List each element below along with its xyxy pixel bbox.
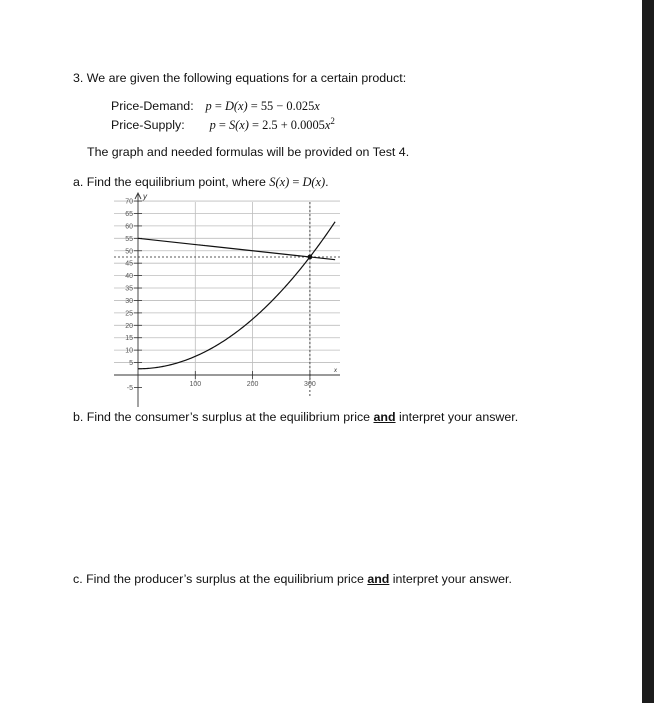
equilibrium-marker <box>308 255 313 260</box>
part-c <box>73 572 512 586</box>
supply-demand-graph <box>110 190 346 412</box>
part-a-eq: = <box>289 175 303 189</box>
axes <box>114 192 340 407</box>
supply-eq-exp: 2 <box>330 116 335 126</box>
part-c-and: and <box>367 572 390 586</box>
x-axis-label: x <box>334 368 337 374</box>
part-a-rhs: D(x) <box>302 175 326 189</box>
test-note: The graph and needed formulas will be provided on Test 4. <box>87 145 410 159</box>
y-tick-label: 65 <box>125 210 133 218</box>
x-tick-label: 300 <box>304 381 316 388</box>
y-tick-label: 50 <box>125 248 133 256</box>
price-supply-line <box>111 116 335 133</box>
grid <box>114 198 340 383</box>
y-axis-label: y <box>143 192 147 201</box>
demand-eq-mid: = <box>211 99 225 113</box>
page-edge <box>642 0 654 703</box>
part-c-prefix: c. Find the producer’s surplus at the equilibrium price <box>73 572 368 586</box>
y-tick-label: 40 <box>125 273 133 281</box>
y-tick-label: 35 <box>125 285 133 293</box>
supply-eq-mid: = <box>215 118 229 133</box>
price-demand-line <box>111 99 320 114</box>
part-b-suffix: interpret your answer. <box>395 410 519 424</box>
supply-curve <box>138 222 335 369</box>
question-intro: 3. We are given the following equations for a certain product: <box>73 71 407 85</box>
supply-label: Price-Supply: <box>111 118 185 133</box>
part-a-suffix: . <box>325 175 329 189</box>
supply-eq-p: p <box>209 118 216 133</box>
demand-eq-x: x <box>314 99 320 113</box>
demand-eq-p: p <box>205 99 212 113</box>
part-a-lhs: S(x) <box>269 175 290 189</box>
y-tick-label: 5 <box>129 360 133 368</box>
demand-curve <box>138 238 335 259</box>
y-tick-label: 70 <box>125 198 133 206</box>
x-tick-label: 100 <box>189 381 202 388</box>
supply-eq-x: x <box>324 118 331 133</box>
part-b-prefix: b. Find the consumer’s surplus at the equilibrium price <box>73 410 374 424</box>
part-c-suffix: interpret your answer. <box>389 572 512 586</box>
series <box>138 222 335 369</box>
part-b-and: and <box>373 410 396 424</box>
x-tick-label: 200 <box>246 381 259 388</box>
y-tick-label: 55 <box>125 235 133 243</box>
part-a-prefix: a. Find the equilibrium point, where <box>73 175 270 189</box>
y-tick-label: 10 <box>125 347 133 355</box>
y-tick-label: 30 <box>125 297 133 305</box>
equilibrium-point <box>308 255 313 260</box>
demand-eq-rhs: = 55 − 0.025 <box>247 99 315 113</box>
y-tick-label: 25 <box>125 310 133 318</box>
demand-eq-fn: D(x) <box>224 99 248 113</box>
y-tick-label: 60 <box>125 223 133 231</box>
y-tick-label: 15 <box>125 335 133 343</box>
supply-eq-rhs: = 2.5 + 0.0005 <box>248 118 325 133</box>
demand-label: Price-Demand: <box>111 99 194 113</box>
part-b <box>73 410 518 424</box>
supply-eq-fn: S(x) <box>228 118 249 133</box>
y-tick-label: 20 <box>125 322 133 330</box>
guide-lines <box>114 202 340 397</box>
y-tick-label: 45 <box>125 260 133 268</box>
part-a <box>73 175 329 190</box>
y-tick-label: -5 <box>126 384 133 392</box>
